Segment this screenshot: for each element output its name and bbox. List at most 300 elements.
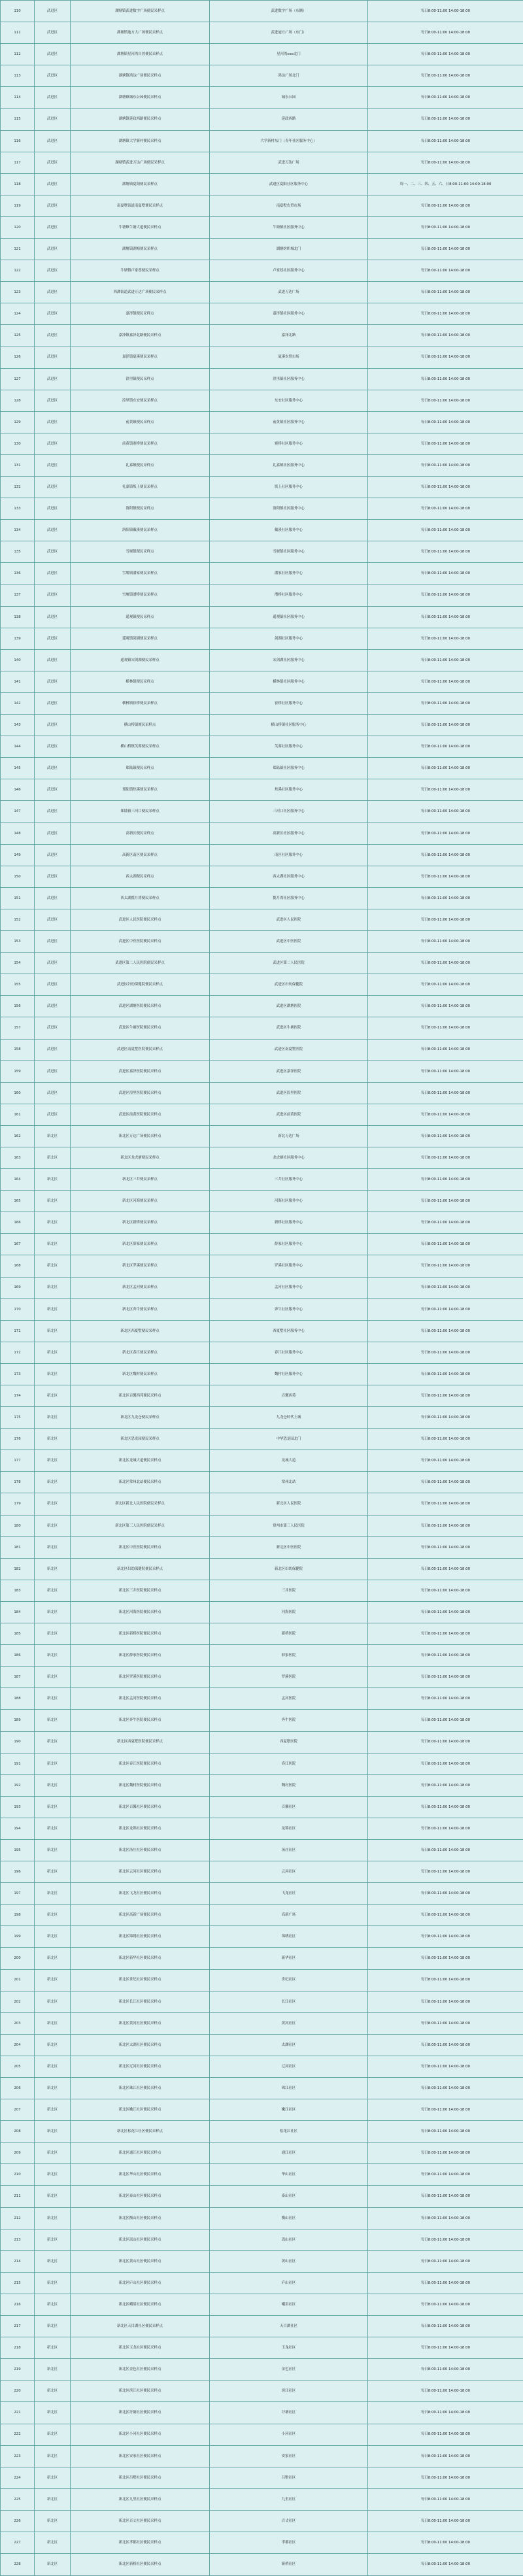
row-number: 115 [1,109,35,130]
address-cell: 延政西路 [210,109,368,130]
address-cell: 锦绣社区 [210,1926,368,1948]
table-row [1,628,523,649]
row-number: 147 [1,801,35,822]
hours-cell: 每日8:00-11:00 14:00-18:00 [368,1580,523,1601]
address-cell: 长江社区 [210,1991,368,2012]
address-cell: 松花江社区 [210,2121,368,2143]
hours-cell: 每日8:00-11:00 14:00-18:00 [368,433,523,454]
row-number: 181 [1,1536,35,1558]
row-number: 127 [1,368,35,390]
site-name-cell: 新北区罗溪医院便民采样点 [71,1667,210,1688]
hours-cell: 每日8:00-11:00 14:00-18:00 [368,152,523,173]
district-cell: 武进区 [35,260,71,282]
hours-cell: 每日8:00-11:00 14:00-18:00 [368,109,523,130]
site-name-cell: 新北区峨眉社区便民采样点 [71,2294,210,2315]
site-name-cell: 新北区新桥社区便民采样点 [71,2554,210,2576]
site-name-cell: 武进区妇幼保健院便民采样点 [71,974,210,996]
district-cell: 新北区 [35,1558,71,1580]
address-cell: 九里社区 [210,2488,368,2510]
table-row [1,130,523,152]
row-number: 192 [1,1774,35,1796]
hours-cell: 每日8:00-11:00 14:00-18:00 [368,2424,523,2445]
row-number: 194 [1,1818,35,1839]
site-name-cell: 湖塘镇大学新村便民采样点 [71,130,210,152]
site-name-cell: 新北区圩塘社区便民采样点 [71,2402,210,2424]
district-cell: 武进区 [35,347,71,368]
table-row [1,1320,523,1342]
site-name-cell: 新北区新北人民医院便民采样点 [71,1493,210,1515]
table-row [1,736,523,758]
row-number: 220 [1,2381,35,2402]
district-cell: 武进区 [35,974,71,996]
hours-cell: 每日8:00-11:00 14:00-18:00 [368,2467,523,2488]
hours-cell: 每日8:00-11:00 14:00-18:00 [368,2337,523,2359]
address-cell: 湟里镇社区服务中心 [210,368,368,390]
district-cell: 武进区 [35,715,71,736]
table-row [1,1082,523,1104]
row-number: 196 [1,1861,35,1883]
district-cell: 武进区 [35,390,71,411]
hours-cell: 每日8:00-11:00 14:00-18:00 [368,2099,523,2121]
site-name-cell: 牛塘镇卢家巷便民采样点 [71,260,210,282]
table-row [1,649,523,671]
site-name-cell: 武进区南夏墅医院便民采样点 [71,1039,210,1060]
table-row [1,368,523,390]
district-cell: 新北区 [35,2554,71,2576]
row-number: 130 [1,433,35,454]
site-name-cell: 横林镇便民采样点 [71,671,210,692]
site-name-cell: 新北区黄山社区便民采样点 [71,2250,210,2272]
district-cell: 新北区 [35,2294,71,2315]
table-row [1,974,523,996]
address-cell: 焦溪社区服务中心 [210,779,368,801]
hours-cell: 每日8:00-11:00 14:00-18:00 [368,2510,523,2532]
district-cell: 新北区 [35,2186,71,2207]
site-name-cell: 新北区常州北站便民采样点 [71,1472,210,1493]
table-row [1,1342,523,1363]
district-cell: 武进区 [35,996,71,1017]
row-number: 144 [1,736,35,758]
address-cell: 黄河社区 [210,2012,368,2034]
hours-cell: 每日8:00-11:00 14:00-18:00 [368,779,523,801]
table-row [1,2164,523,2186]
district-cell: 武进区 [35,585,71,606]
row-number: 140 [1,649,35,671]
hours-cell: 每日8:00-11:00 14:00-18:00 [368,736,523,758]
site-name-cell: 南夏墅街道南夏墅便民采样点 [71,195,210,216]
row-number: 211 [1,2186,35,2207]
table-row [1,1580,523,1601]
table-row [1,606,523,628]
row-number: 118 [1,173,35,195]
row-number: 128 [1,390,35,411]
hours-cell: 每日8:00-11:00 14:00-18:00 [368,1255,523,1277]
hours-cell: 每日8:00-11:00 14:00-18:00 [368,2294,523,2315]
hours-cell: 每日8:00-11:00 14:00-18:00 [368,1883,523,1905]
site-name-cell: 新北区吕墅社区便民采样点 [71,2467,210,2488]
address-cell: 通江社区 [210,2143,368,2164]
row-number: 163 [1,1147,35,1168]
site-name-cell: 新北区孟河医院便民采样点 [71,1688,210,1710]
address-cell: 高新广场 [210,1905,368,1926]
table-row [1,22,523,44]
row-number: 121 [1,239,35,260]
address-cell: 武进区夏阳社区服务中心 [210,173,368,195]
district-cell: 武进区 [35,671,71,692]
hours-cell: 每日8:00-11:00 14:00-18:00 [368,1060,523,1082]
site-name-cell: 新北区泰山社区便民采样点 [71,2186,210,2207]
address-cell: 武进数字广场（东侧） [210,1,368,22]
row-number: 215 [1,2272,35,2294]
district-cell: 新北区 [35,1991,71,2012]
row-number: 132 [1,477,35,498]
table-row [1,2554,523,2576]
district-cell: 武进区 [35,736,71,758]
hours-cell: 每日8:00-11:00 14:00-18:00 [368,1515,523,1536]
district-cell: 新北区 [35,2078,71,2099]
table-row [1,822,523,844]
site-name-cell: 嘉泽镇夏溪便民采样点 [71,347,210,368]
table-row [1,2294,523,2315]
district-cell: 武进区 [35,216,71,238]
table-row [1,2186,523,2207]
hours-cell: 每日8:00-11:00 14:00-18:00 [368,2207,523,2229]
district-cell: 武进区 [35,282,71,303]
site-name-cell: 新北区嫩江社区便民采样点 [71,2099,210,2121]
hours-cell: 每日8:00-11:00 14:00-18:00 [368,1796,523,1818]
address-cell: 新北区妇幼保健院 [210,1558,368,1580]
hours-cell: 每日8:00-11:00 14:00-18:00 [368,1753,523,1774]
district-cell: 武进区 [35,130,71,152]
site-name-cell: 西太湖揽月湾便民采样点 [71,887,210,909]
site-name-cell: 礼嘉镇便民采样点 [71,454,210,476]
hours-cell: 每日8:00-11:00 14:00-18:00 [368,347,523,368]
row-number: 212 [1,2207,35,2229]
site-name-cell: 嘉泽镇嘉泽北路便民采样点 [71,325,210,347]
row-number: 168 [1,1255,35,1277]
district-cell: 武进区 [35,498,71,520]
row-number: 207 [1,2099,35,2121]
row-number: 110 [1,1,35,22]
address-cell: 新北区人民医院 [210,1493,368,1515]
district-cell: 新北区 [35,2424,71,2445]
site-name-cell: 湖塘镇武进万达广场便民采样点 [71,152,210,173]
site-name-cell: 横山桥镇便民采样点 [71,715,210,736]
address-cell: 大学新村东门（青年社区服务中心） [210,130,368,152]
hours-cell: 每日8:00-11:00 14:00-18:00 [368,1948,523,1969]
district-cell: 新北区 [35,2488,71,2510]
site-name-cell: 新北区衡山社区便民采样点 [71,2207,210,2229]
table-row [1,1905,523,1926]
site-name-cell: 横林镇崔桥便民采样点 [71,693,210,715]
site-name-cell: 新北区金色社区便民采样点 [71,2359,210,2381]
hours-cell: 每日8:00-11:00 14:00-18:00 [368,44,523,65]
site-name-cell: 新北区孝都社区便民采样点 [71,2532,210,2553]
address-cell: 武进万达广场 [210,152,368,173]
row-number: 226 [1,2510,35,2532]
table-row [1,1731,523,1753]
hours-cell: 每日8:00-11:00 14:00-18:00 [368,2381,523,2402]
district-cell: 武进区 [35,1039,71,1060]
site-name-cell: 新北区罗溪便民采样点 [71,1255,210,1277]
district-cell: 新北区 [35,2164,71,2186]
address-cell: 南区社区服务中心 [210,844,368,866]
row-number: 223 [1,2445,35,2467]
table-row [1,1515,523,1536]
hours-cell: 每日8:00-11:00 14:00-18:00 [368,1017,523,1039]
table-row [1,693,523,715]
district-cell: 新北区 [35,1320,71,1342]
table-row [1,1969,523,1991]
table-row [1,2381,523,2402]
table-row [1,2445,523,2467]
hours-cell: 每日8:00-11:00 14:00-18:00 [368,1493,523,1515]
site-name-cell: 武进区湟里医院便民采样点 [71,1082,210,1104]
hours-cell: 每日8:00-11:00 14:00-18:00 [368,2056,523,2077]
row-number: 137 [1,585,35,606]
address-cell: 飞龙社区 [210,1883,368,1905]
hours-cell: 每日8:00-11:00 14:00-18:00 [368,325,523,347]
table-row [1,1667,523,1688]
table-row [1,1861,523,1883]
hours-cell: 每日8:00-11:00 14:00-18:00 [368,2034,523,2056]
table-row [1,909,523,930]
row-number: 134 [1,520,35,541]
address-cell: 孟河社区服务中心 [210,1277,368,1298]
row-number: 116 [1,130,35,152]
site-name-cell: 洛阳镇便民采样点 [71,498,210,520]
hours-cell: 每日8:00-11:00 14:00-18:00 [368,606,523,628]
hours-cell: 每日8:00-11:00 14:00-18:00 [368,1169,523,1191]
table-row [1,433,523,454]
row-number: 112 [1,44,35,65]
hours-cell: 每日8:00-11:00 14:00-18:00 [368,974,523,996]
row-number: 183 [1,1580,35,1601]
address-cell: 圩塘社区 [210,2402,368,2424]
address-cell: 百馨西苑 [210,1385,368,1407]
district-cell: 武进区 [35,758,71,779]
address-cell: 魏村医院 [210,1774,368,1796]
address-cell: 西夏墅医院 [210,1731,368,1753]
address-cell: 三河口社区服务中心 [210,801,368,822]
district-cell: 新北区 [35,1234,71,1255]
hours-cell: 每日8:00-11:00 14:00-18:00 [368,1450,523,1472]
district-cell: 新北区 [35,1515,71,1536]
hours-cell: 每日8:00-11:00 14:00-18:00 [368,390,523,411]
hours-cell: 每日8:00-11:00 14:00-18:00 [368,1147,523,1168]
row-number: 171 [1,1320,35,1342]
site-name-cell: 武进区第二人民医院便民采样点 [71,953,210,974]
hours-cell: 每日8:00-11:00 14:00-18:00 [368,801,523,822]
address-cell: 黄山社区 [210,2250,368,2272]
table-row [1,2207,523,2229]
hours-cell: 每日8:00-11:00 14:00-18:00 [368,239,523,260]
hours-cell: 每日8:00-11:00 14:00-18:00 [368,1234,523,1255]
district-cell: 武进区 [35,649,71,671]
table-row [1,87,523,109]
site-name-cell: 新北区锦绣社区便民采样点 [71,1926,210,1948]
address-cell: 百馨社区 [210,1796,368,1818]
hours-cell: 每日8:00-11:00 14:00-18:00 [368,411,523,433]
hours-cell: 每日8:00-11:00 14:00-18:00 [368,1191,523,1212]
site-name-cell: 高新区便民采样点 [71,822,210,844]
table-row [1,866,523,887]
hours-cell: 每日8:00-11:00 14:00-18:00 [368,1688,523,1710]
site-name-cell: 新北区百馨社区便民采样点 [71,1796,210,1818]
table-row [1,1774,523,1796]
table-row [1,931,523,953]
address-cell: 横山桥镇社区服务中心 [210,715,368,736]
district-cell: 新北区 [35,1774,71,1796]
hours-cell: 每日8:00-11:00 14:00-18:00 [368,1385,523,1407]
site-name-cell: 雪堰镇潘家便民采样点 [71,563,210,585]
district-cell: 武进区 [35,65,71,87]
site-name-cell: 新北区高新广场便民采样点 [71,1905,210,1926]
address-cell: 新桥医院 [210,1623,368,1645]
hours-cell: 每日8:00-11:00 14:00-18:00 [368,22,523,44]
site-name-cell: 西湖街道武进万达广场便民采样点 [71,282,210,303]
row-number: 189 [1,1710,35,1731]
district-cell: 新北区 [35,2272,71,2294]
site-name-cell: 前黄镇便民采样点 [71,411,210,433]
table-row [1,282,523,303]
address-cell: 湖塘纺织城北门 [210,239,368,260]
district-cell: 新北区 [35,1429,71,1450]
row-number: 180 [1,1515,35,1536]
site-name-cell: 新北区新华社区便民采样点 [71,1948,210,1969]
hours-cell: 每日8:00-11:00 14:00-18:00 [368,953,523,974]
table-row [1,1429,523,1450]
hours-cell: 每日8:00-11:00 14:00-18:00 [368,1601,523,1623]
district-cell: 新北区 [35,1710,71,1731]
address-cell: 云河社区 [210,1861,368,1883]
address-cell: 横林镇社区服务中心 [210,671,368,692]
hours-cell: 每日8:00-11:00 14:00-18:00 [368,758,523,779]
address-cell: 遥观镇社区服务中心 [210,606,368,628]
row-number: 206 [1,2078,35,2099]
district-cell: 新北区 [35,1147,71,1168]
hours-cell: 每日8:00-11:00 14:00-18:00 [368,2121,523,2143]
district-cell: 新北区 [35,2056,71,2077]
row-number: 152 [1,909,35,930]
district-cell: 武进区 [35,801,71,822]
table-row [1,260,523,282]
site-name-cell: 湖塘镇城东公园便民采样点 [71,87,210,109]
hours-cell: 每日8:00-11:00 14:00-18:00 [368,2012,523,2034]
district-cell: 武进区 [35,368,71,390]
district-cell: 武进区 [35,953,71,974]
site-name-cell: 新北区世纪社区便民采样点 [71,1969,210,1991]
district-cell: 新北区 [35,2207,71,2229]
site-name-cell: 西太湖便民采样点 [71,866,210,887]
site-name-cell: 武进区人民医院便民采样点 [71,909,210,930]
address-cell: 嘉泽镇社区服务中心 [210,303,368,325]
address-cell: 珠江社区 [210,2078,368,2099]
table-row [1,1623,523,1645]
hours-cell: 每日8:00-11:00 14:00-18:00 [368,282,523,303]
table-row [1,1753,523,1774]
row-number: 214 [1,2250,35,2272]
table-row [1,109,523,130]
address-cell: 新华社区 [210,1948,368,1969]
site-name-cell: 雪堰镇漕桥便民采样点 [71,585,210,606]
site-name-cell: 新北区汤庄社区便民采样点 [71,1839,210,1861]
row-number: 143 [1,715,35,736]
district-cell: 新北区 [35,1818,71,1839]
row-number: 179 [1,1493,35,1515]
site-name-cell: 新北区小河社区便民采样点 [71,2424,210,2445]
table-row [1,2250,523,2272]
site-name-cell: 新北区第三人民医院便民采样点 [71,1515,210,1536]
address-cell: 新桥社区服务中心 [210,1212,368,1234]
table-row [1,563,523,585]
row-number: 203 [1,2012,35,2034]
address-cell: 武进区前黄医院 [210,1104,368,1125]
hours-cell: 每日8:00-11:00 14:00-18:00 [368,454,523,476]
table-row [1,1601,523,1623]
site-name-cell: 新北区百丈社区便民采样点 [71,2510,210,2532]
district-cell: 新北区 [35,1905,71,1926]
site-name-cell: 新北区新桥便民采样点 [71,1212,210,1234]
address-cell: 九龙仓时代上城 [210,1407,368,1429]
address-cell: 春江社区服务中心 [210,1342,368,1363]
table-row [1,2359,523,2381]
site-name-cell: 新北区天目湖社区便民采样点 [71,2316,210,2337]
hours-cell: 每日8:00-11:00 14:00-18:00 [368,996,523,1017]
site-name-cell: 新北区薛家医院便民采样点 [71,1645,210,1667]
site-name-cell: 雪堰镇便民采样点 [71,541,210,563]
district-cell: 新北区 [35,2250,71,2272]
address-cell: 奔牛社区服务中心 [210,1298,368,1320]
district-cell: 武进区 [35,887,71,909]
hours-cell: 每日8:00-11:00 14:00-18:00 [368,1731,523,1753]
district-cell: 新北区 [35,2121,71,2143]
row-number: 177 [1,1450,35,1472]
address-cell: 礼嘉镇社区服务中心 [210,454,368,476]
site-name-cell: 新北区嵩山社区便民采样点 [71,2229,210,2250]
row-number: 131 [1,454,35,476]
row-number: 165 [1,1191,35,1212]
hours-cell: 每日8:00-11:00 14:00-18:00 [368,2316,523,2337]
hours-cell: 每日8:00-11:00 14:00-18:00 [368,1839,523,1861]
site-name-cell: 新北区滨江社区便民采样点 [71,2381,210,2402]
hours-cell: 每日8:00-11:00 14:00-18:00 [368,715,523,736]
row-number: 219 [1,2359,35,2381]
row-number: 167 [1,1234,35,1255]
address-cell: 中华恐龙园北门 [210,1429,368,1450]
district-cell: 新北区 [35,1342,71,1363]
row-number: 201 [1,1969,35,1991]
table-row [1,347,523,368]
district-cell: 武进区 [35,1060,71,1082]
site-name-cell: 新北区恐龙园便民采样点 [71,1429,210,1450]
table-row [1,953,523,974]
address-cell: 太湖社区 [210,2034,368,2056]
row-number: 151 [1,887,35,909]
district-cell: 武进区 [35,454,71,476]
site-name-cell: 新北区黄河社区便民采样点 [71,2012,210,2034]
row-number: 199 [1,1926,35,1948]
address-cell: 薛家医院 [210,1645,368,1667]
site-name-cell: 新北区九龙仓便民采样点 [71,1407,210,1429]
district-cell: 新北区 [35,1580,71,1601]
address-cell: 泰山社区 [210,2186,368,2207]
hours-cell: 每日8:00-11:00 14:00-18:00 [368,368,523,390]
address-cell: 武进区第二人民医院 [210,953,368,974]
hours-cell: 每日8:00-11:00 14:00-18:00 [368,1645,523,1667]
address-cell: 漕桥社区服务中心 [210,585,368,606]
district-cell: 武进区 [35,693,71,715]
